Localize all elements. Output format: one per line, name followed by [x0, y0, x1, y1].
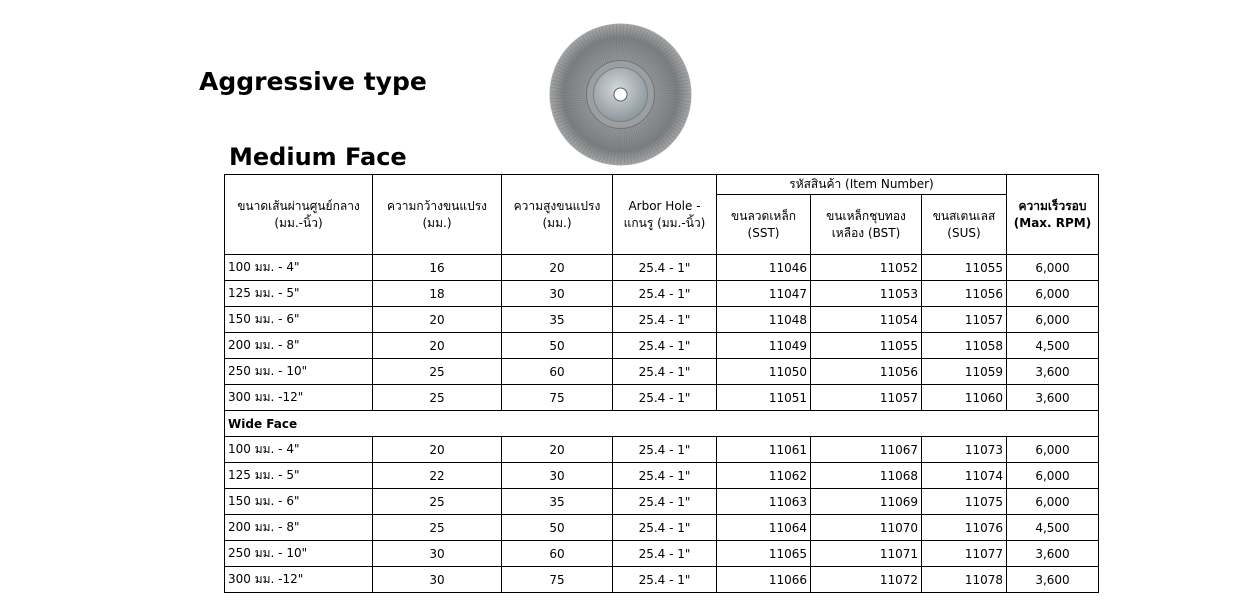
cell-arbor-hole: 25.4 - 1"	[613, 567, 717, 593]
cell-sst: 11048	[717, 307, 811, 333]
cell-arbor-hole: 25.4 - 1"	[613, 515, 717, 541]
cell-diameter: 150 มม. - 6"	[225, 489, 373, 515]
wide-face-table-row	[225, 489, 1099, 515]
cell-sst: 11046	[717, 255, 811, 281]
cell-diameter: 100 มม. - 4"	[225, 437, 373, 463]
cell-arbor-hole: 25.4 - 1"	[613, 385, 717, 411]
cell-brush-width: 25	[373, 385, 502, 411]
header-max-rpm: ความเร็วรอบ (Max. RPM)	[1007, 175, 1099, 255]
cell-bst: 11054	[811, 307, 922, 333]
cell-bst: 11067	[811, 437, 922, 463]
medium-face-table-row	[225, 333, 1099, 359]
cell-bst: 11056	[811, 359, 922, 385]
cell-sus: 11077	[922, 541, 1007, 567]
cell-diameter: 150 มม. - 6"	[225, 307, 373, 333]
cell-diameter: 125 มม. - 5"	[225, 463, 373, 489]
cell-brush-height: 60	[502, 541, 613, 567]
header-item-number-group: รหัสสินค้า (Item Number)	[717, 175, 1007, 195]
cell-arbor-hole: 25.4 - 1"	[613, 333, 717, 359]
cell-brush-height: 30	[502, 463, 613, 489]
cell-brush-width: 18	[373, 281, 502, 307]
cell-brush-height: 75	[502, 567, 613, 593]
cell-brush-width: 22	[373, 463, 502, 489]
medium-face-table-row	[225, 307, 1099, 333]
cell-bst: 11057	[811, 385, 922, 411]
cell-diameter: 300 มม. -12"	[225, 567, 373, 593]
cell-sus: 11055	[922, 255, 1007, 281]
cell-max-rpm: 6,000	[1007, 437, 1099, 463]
cell-sst: 11051	[717, 385, 811, 411]
cell-bst: 11055	[811, 333, 922, 359]
cell-arbor-hole: 25.4 - 1"	[613, 281, 717, 307]
cell-bst: 11053	[811, 281, 922, 307]
cell-bst: 11068	[811, 463, 922, 489]
cell-brush-width: 25	[373, 359, 502, 385]
cell-brush-height: 50	[502, 333, 613, 359]
cell-sus: 11073	[922, 437, 1007, 463]
cell-bst: 11052	[811, 255, 922, 281]
cell-brush-height: 60	[502, 359, 613, 385]
cell-sst: 11064	[717, 515, 811, 541]
cell-max-rpm: 6,000	[1007, 489, 1099, 515]
cell-sst: 11063	[717, 489, 811, 515]
cell-sus: 11076	[922, 515, 1007, 541]
cell-sus: 11074	[922, 463, 1007, 489]
cell-brush-height: 75	[502, 385, 613, 411]
cell-sus: 11056	[922, 281, 1007, 307]
cell-brush-height: 20	[502, 255, 613, 281]
cell-arbor-hole: 25.4 - 1"	[613, 255, 717, 281]
spec-table-body	[225, 255, 1099, 593]
cell-diameter: 200 มม. - 8"	[225, 333, 373, 359]
cell-bst: 11070	[811, 515, 922, 541]
section-row-wide-face	[225, 411, 1099, 437]
medium-face-table-row	[225, 359, 1099, 385]
header-arbor-hole: Arbor Hole - แกนรู (มม.-นิ้ว)	[613, 175, 717, 255]
header-brush-height: ความสูงขนแปรง (มม.)	[502, 175, 613, 255]
header-brush-width: ความกว้างขนแปรง (มม.)	[373, 175, 502, 255]
cell-bst: 11069	[811, 489, 922, 515]
cell-arbor-hole: 25.4 - 1"	[613, 359, 717, 385]
cell-brush-width: 30	[373, 567, 502, 593]
cell-brush-width: 25	[373, 515, 502, 541]
page-title: Aggressive type	[199, 67, 427, 96]
cell-sus: 11057	[922, 307, 1007, 333]
cell-sus: 11060	[922, 385, 1007, 411]
cell-sst: 11047	[717, 281, 811, 307]
cell-diameter: 300 มม. -12"	[225, 385, 373, 411]
section-title-wide-face: Wide Face	[225, 411, 1099, 437]
medium-face-table-row	[225, 255, 1099, 281]
cell-max-rpm: 4,500	[1007, 333, 1099, 359]
cell-arbor-hole: 25.4 - 1"	[613, 463, 717, 489]
medium-face-table-row	[225, 385, 1099, 411]
cell-sst: 11049	[717, 333, 811, 359]
cell-sus: 11078	[922, 567, 1007, 593]
cell-sst: 11062	[717, 463, 811, 489]
cell-arbor-hole: 25.4 - 1"	[613, 307, 717, 333]
cell-sus: 11058	[922, 333, 1007, 359]
cell-sus: 11059	[922, 359, 1007, 385]
cell-brush-width: 20	[373, 307, 502, 333]
cell-brush-height: 50	[502, 515, 613, 541]
cell-arbor-hole: 25.4 - 1"	[613, 489, 717, 515]
cell-brush-width: 20	[373, 333, 502, 359]
cell-sst: 11050	[717, 359, 811, 385]
cell-max-rpm: 6,000	[1007, 463, 1099, 489]
wide-face-table-row	[225, 541, 1099, 567]
cell-arbor-hole: 25.4 - 1"	[613, 437, 717, 463]
section-title-medium-face: Medium Face	[229, 143, 407, 171]
cell-sst: 11065	[717, 541, 811, 567]
wide-face-table-row	[225, 567, 1099, 593]
wire-wheel-brush-image	[548, 22, 693, 167]
cell-max-rpm: 3,600	[1007, 385, 1099, 411]
cell-brush-height: 30	[502, 281, 613, 307]
cell-brush-width: 30	[373, 541, 502, 567]
cell-arbor-hole: 25.4 - 1"	[613, 541, 717, 567]
cell-bst: 11072	[811, 567, 922, 593]
spec-table	[224, 174, 1099, 593]
cell-brush-width: 20	[373, 437, 502, 463]
cell-max-rpm: 3,600	[1007, 567, 1099, 593]
header-diameter: ขนาดเส้นผ่านศูนย์กลาง (มม.-นิ้ว)	[225, 175, 373, 255]
wide-face-table-row	[225, 437, 1099, 463]
cell-diameter: 200 มม. - 8"	[225, 515, 373, 541]
cell-diameter: 250 มม. - 10"	[225, 541, 373, 567]
cell-brush-width: 16	[373, 255, 502, 281]
cell-diameter: 125 มม. - 5"	[225, 281, 373, 307]
cell-max-rpm: 6,000	[1007, 307, 1099, 333]
wide-face-table-row	[225, 515, 1099, 541]
header-sus: ขนสเตนเลส (SUS)	[922, 195, 1007, 255]
cell-max-rpm: 4,500	[1007, 515, 1099, 541]
cell-brush-height: 35	[502, 489, 613, 515]
cell-brush-width: 25	[373, 489, 502, 515]
cell-brush-height: 20	[502, 437, 613, 463]
wide-face-table-row	[225, 463, 1099, 489]
cell-brush-height: 35	[502, 307, 613, 333]
cell-sst: 11066	[717, 567, 811, 593]
cell-max-rpm: 3,600	[1007, 359, 1099, 385]
cell-max-rpm: 6,000	[1007, 281, 1099, 307]
medium-face-table-row	[225, 281, 1099, 307]
header-sst: ขนลวดเหล็ก (SST)	[717, 195, 811, 255]
cell-diameter: 250 มม. - 10"	[225, 359, 373, 385]
header-bst: ขนเหล็กชุบทองเหลือง (BST)	[811, 195, 922, 255]
cell-diameter: 100 มม. - 4"	[225, 255, 373, 281]
cell-bst: 11071	[811, 541, 922, 567]
cell-sus: 11075	[922, 489, 1007, 515]
cell-sst: 11061	[717, 437, 811, 463]
cell-max-rpm: 3,600	[1007, 541, 1099, 567]
cell-max-rpm: 6,000	[1007, 255, 1099, 281]
